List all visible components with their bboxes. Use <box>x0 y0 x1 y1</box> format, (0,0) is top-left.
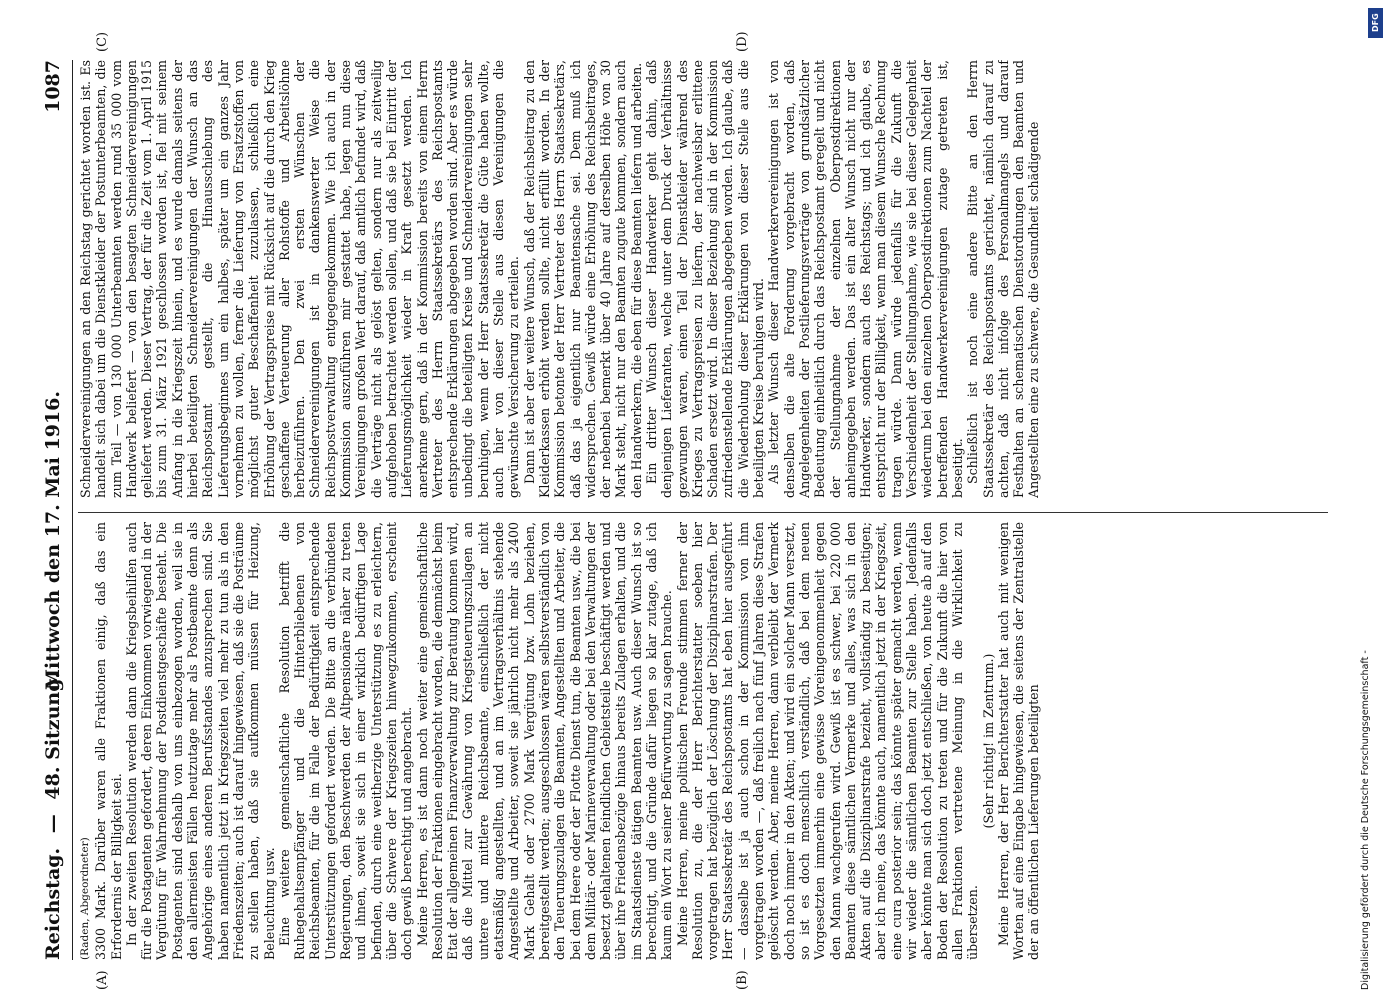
margin-marker-c: (C) <box>95 31 110 52</box>
paragraph: Meine Herren, es ist dann noch weiter eine gemeinschaftliche Resolution der Fraktionen eingebracht worden, die demnächst beim Etat der allgemeinen Finanzverwaltung zur Beratung kommen wird, daß die Mittel zur Gewährung von Kriegsteuerungszulagen an untere und mittlere Reichsbeamte, einschließlich der nicht etatsmäßig angestellten, und an im Vertragsverhältnis stehende Angestellte und Arbeiter, soweit sie jährlich nicht mehr als 2400 Mark Gehalt oder 2700 Mark Vergütung bzw. Lohn beziehen, bereitgestellt werden; ausgeschlossen wären selbstverständlich von den Teuerungszulagen die Beamten, Angestellten und Arbeiter, die bei dem Heere oder der Flotte Dienst tun, die Beamten usw., die bei dem Militär- oder Marineverwaltung oder bei den Verwaltungen der besetzt gehaltenen feindlichen Gebietsteile beschäftigt werden und über ihre Friedensbezüge hinaus bereits Zulagen erhalten, und die im Staatsdienste tätigen Beamten usw. Auch dieser Wunsch ist so berechtigt, und die Gründe dafür liegen so klar zutage, daß ich kaum ein Wort zu seiner Befürwortung zu sagen brauche. <box>414 522 675 960</box>
paragraph: Als letzter Wunsch dieser Handwerkervereinigungen ist von denselben die alte Forderung vorgebracht worden, daß Angelegenheiten der Postlieferungsverträge von grundsätzlicher Bedeutung einheitlich durch das Reichspostamt geregelt und nicht der Stellungnahme der einzelnen Oberpostdirektionen anheimgegeben werden. Das ist ein alter Wunsch nicht nur der Handwerker, sondern auch des Reichstags; und ich glaube, es entspricht nur der Billigkeit, wenn man diesem Wunsche Rechnung tragen würde. Dann würde jedenfalls für die Zukunft die Verschiedenheit der Stellungnahme, wie sie bei dieser Gelegenheit wiederum bei den einzelnen Oberpostdirektionen zum Nachteil der betreffenden Handwerkervereinigungen zutage getreten ist, beseitigt. <box>766 60 965 498</box>
speaker-note: (Raden, Abgeordneter) <box>79 837 91 960</box>
right-column <box>78 60 1328 498</box>
margin-marker-a: (A) <box>95 970 110 990</box>
page-number: 1087 <box>42 60 64 113</box>
column-divider <box>78 512 1328 513</box>
header-session: 48. Sitzung. <box>42 671 64 800</box>
paragraph: In der zweiten Resolution werden dann die Kriegsbeihilfen auch für die Postagenten gefordert, deren Einkommen vorwiegend in der Vergütung für Wahrnehmung der Postdienstgeschäfte besteht. Die Postagenten sind deshalb von uns einbezogen worden, weil sie in den allermeisten Fällen heutzutage mehr als Postbeamte denn als Angehörige eines anderen Berufsstandes anzusprechen sind. Sie haben namentlich jetzt in Kriegszeiten viel mehr zu tun als in den Friedenszeiten; auch ist darauf hingewiesen, daß sie die Posträume zu stellen haben, daß sie aufkommen müssen für Heizung, Beleuchtung usw. <box>123 522 277 960</box>
page-header <box>42 60 72 960</box>
paragraph: Dann ist aber der weitere Wunsch, daß der Reichsbeitrag zu den Kleiderkassen erhöht werden sollte, nicht erfüllt worden. In der Kommission betonte der Herr Vertreter des Herrn Staatssekretärs, daß das ja eigentlich nur Beamtensache sei. Dem muß ich widersprechen. Gewiß würde eine Erhöhung des Reichsbeitrages, der nebenbei bemerkt über 40 Jahre auf derselben Höhe von 30 Mark steht, nicht nur den Beamten zugute kommen, sondern auch den Handwerkern, die eben für diese Beamten liefern und arbeiten. <box>521 60 644 498</box>
margin-marker-b: (B) <box>735 970 750 990</box>
paragraph: Schneidervereinigungen an den Reichstag gerichtet worden ist. Es handelt sich dabei um die Dienstkleider der Postunterbeamten, die zum Teil — von 130 000 Unterbeamten werden rund 35 000 vom Handwerk beliefert — von den besagten Schneidervereinigungen geliefert werden. Dieser Vertrag, der für die Zeit vom 1. April 1915 bis zum 31. März 1921 geschlossen worden ist, fiel mit seinem Anfang in die Kriegszeit hinein, und es wurde damals seitens der hierbei beteiligten Schneidervereinigungen der Wunsch an das Reichspostamt gestellt, die Hinausschiebung des Lieferungsbeginnes um ein halbes, später um ein ganzes Jahr vornehmen zu wollen, ferner die Lieferung von Ersatzstoffen von möglichst guter Beschaffenheit zuzulassen, schließlich eine Erhöhung der Vertragspreise mit Rücksicht auf die durch den Krieg geschaffene Verteuerung aller Rohstoffe und Arbeitslöhne herbeizuführen. Den zwei ersten Wünschen der Schneidervereinigungen ist in dankenswerter Weise die Reichspostverwaltung entgegengekommen. Wie ich auch in der Kommission auszuführen mir gestattet habe, legen nun diese Vereinigungen großen Wert darauf, daß amtlich befundet wird, daß die Verträge nicht als gelöst gelten, sondern nur als zeitweilig aufgehoben betrachtet werden sollen, und daß sie bei Eintritt der Lieferungsmöglichkeit wieder in Kraft gesetzt werden. Ich anerkenne gern, daß in der Kommission bereits von einem Herrn Vertreter des Herrn Staatssekretärs des Reichspostamts entsprechende Erklärungen abgegeben worden sind. Aber es würde unbedingt die beteiligten Kreise und Schneidervereinigungen sehr beruhigen, wenn der Herr Staatssekretär die Güte haben wollte, auch hier von dieser Stelle aus diesen Vereinigungen die gewünschte Versicherung zu erteilen. <box>78 60 522 498</box>
header-rule <box>72 60 73 960</box>
paragraph: 3300 Mark. Darüber waren alle Fraktionen einig, daß das ein Erfordernis der Billigkeit sei. <box>93 522 124 960</box>
margin-marker-d: (D) <box>735 31 750 52</box>
paragraph: Ein dritter Wunsch dieser Handwerker geht dahin, daß denjenigen Lieferanten, welche unter dem Druck der Verhältnisse gezwungen waren, einen Teil der Dienstkleider während des Krieges zu Vertragspreisen zu liefern, der nachweisbar erlittene Schaden ersetzt wird. In dieser Beziehung sind in der Kommission zufriedenstellende Erklärungen abgegeben worden. Ich glaube, daß die Wiederholung dieser Erklärungen von dieser Stelle aus die beteiligten Kreise beruhigen wird. <box>643 60 767 498</box>
header-separator: — <box>42 814 64 834</box>
dfg-logo-text: DFG <box>1371 13 1380 32</box>
header-chamber: Reichstag. <box>42 847 64 960</box>
left-column <box>78 522 1328 960</box>
paragraph: Eine weitere gemeinschaftliche Resolution betrifft die Ruhegehaltsempfänger und die Hinterbliebenen von Reichsbeamten, für die im Falle der Bedürftigkeit entsprechende Unterstützungen gefordert werden. Die Bitte an die verbündeten Regierungen, den Beschwerden der Altpensionäre näher zu treten und ihnen, soweit sie sich in einer wirklich bedürftigen Lage befinden, durch eine weitherzige Unterstützung es zu erleichtern, über die Schwere der Kriegszeiten hinwegzukommen, erscheint doch gewiß berechtigt und angebracht. <box>276 522 415 960</box>
interjection: (Sehr richtig! im Zentrum.) <box>980 653 996 829</box>
digitization-note: Digitalisierung gefördert durch die Deutsche Forschungsgemeinschaft - <box>1360 650 1371 990</box>
header-date: Mittwoch den 17. Mai 1916. <box>42 391 64 690</box>
header-left <box>42 672 64 960</box>
paragraph: Schließlich ist noch eine andere Bitte an den Herrn Staatssekretär des Reichspostamts gerichtet, nämlich darauf zu achten, daß nicht infolge des Personalmangels und darauf Festhalten an schematischen Dienstordnungen den Beamten und Angestellten eine zu schwere, die Gesundheit schädigende <box>965 60 1042 498</box>
paragraph: Meine Herren, meine politischen Freunde stimmen ferner der Resolution zu, die der Herr Berichterstatter soeben hier vorgetragen hat bezüglich der Löschung der Disziplinarstrafen. Der Herr Staatssekretär des Reichspostamts hat eben hier ausgeführt — dasselbe ist ja auch schon in der Kommission von ihm vorgetragen worden —, daß freilich nach fünf Jahren diese Strafen gelöscht werden. Aber, meine Herren, dann verbleibt der Vermerk doch noch immer in den Akten; und wird ein solcher Mann versetzt, so ist es doch menschlich verständlich, daß bei dem neuen Vorgesetzten immerhin eine gewisse Voreingenommenheit gegen den Mann wachgerufen wird. Gewiß ist es schwer, bei 220 000 Beamten diese sämtlichen Vermerke und alles, was sich in den Akten auf die Disziplinarstrafe bezieht, vollständig zu beseitigen; aber ich meine, das könnte auch, namentlich jetzt in der Kriegszeit, eine cura posterior sein; das könnte später gemacht werden, wenn wir wieder die sämtlichen Beamten zur Stelle haben. Jedenfalls aber könnte man sich doch jetzt entschließen, von heute ab auf den Boden der Resolution zu treten und für die Zukunft die hier von allen Fraktionen vertretene Meinung in die Wirklichkeit zu übersetzen. <box>674 522 981 960</box>
paragraph: Meine Herren, der Herr Berichterstatter hat auch mit wenigen Worten auf eine Eingabe hingewiesen, die seitens der Zentralstelle der an öffentlichen Lieferungen beteiligten <box>995 522 1042 960</box>
dfg-logo <box>1368 8 1383 38</box>
